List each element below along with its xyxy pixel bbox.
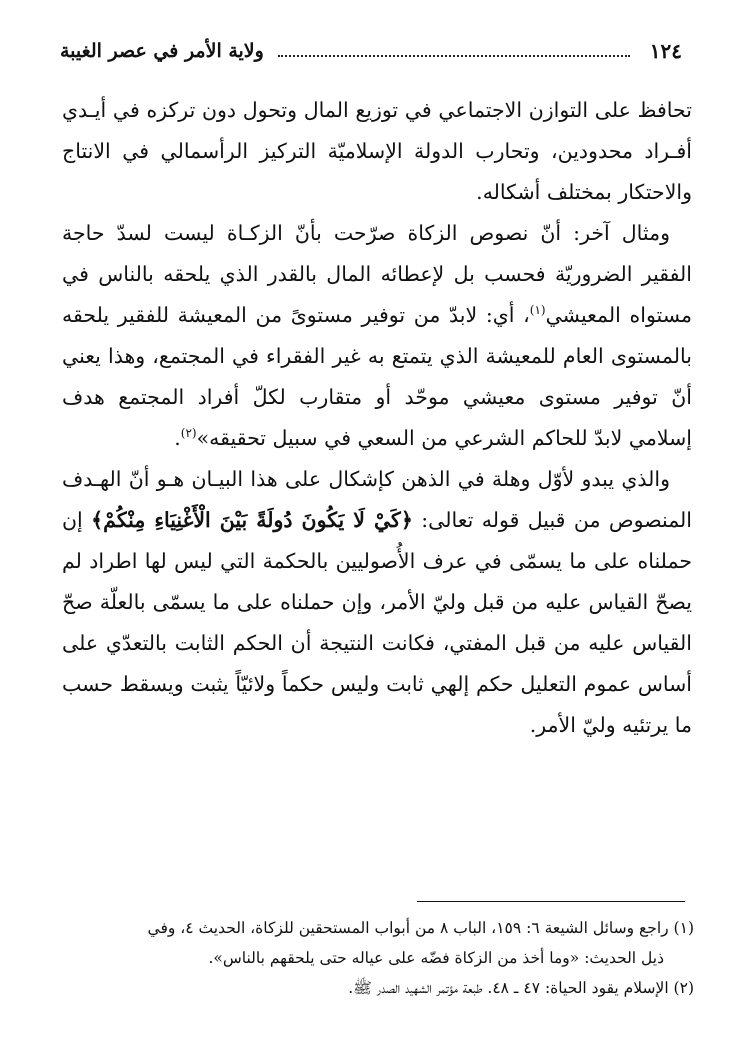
paragraph-2-text-b: ، أي: لابدّ من توفير مستوىً من المعيشة للفقير يلحقه بالمستوى العام للمعيشة الذي يتمتع به غير الفقراء في المجتمع، وهذا يعني أنّ توفير مستوى معيشي موحّد أو متقارب لكلّ أفراد المجتمع هدف إسلامي لابدّ للحاكم الشرعي من السعي في سبيل تحقيقه»: [62, 303, 692, 450]
footnote-ref-1: (١): [529, 303, 546, 318]
page-number: ١٢٤: [649, 39, 682, 63]
paragraph-3-text-a: والذي يبدو لأوّل وهلة في الذهن كإشكال على هذا البيـان هـو أنّ الهـدف المنصوص من قبيل قوله تعالى:: [62, 467, 692, 532]
paragraph-3-text-b: إن حملناه على ما يسمّى في عرف الأُصوليين بالحكمة التي ليس لها اطراد لم يصحّ القياس عليه من قبل وليّ الأمر، وإن حملناه على ما يسمّى بالعلّة صحّ القياس عليه من قبل المفتي، فكانت النتيجة أن الحكم الثابت بالتعدّي على أساس عموم التعليل حكم إلهي ثابت وليس حكماً ولائيّاً يثبت ويسقط حسب ما يرتئيه وليّ الأمر.: [62, 508, 692, 737]
quran-verse: ﴿كَيْ لَا يَكُونَ دُولَةً بَيْنَ الْأَغْنِيَاءِ مِنْكُمْ﴾: [91, 508, 413, 532]
page-header: [60, 36, 682, 66]
main-text: [62, 90, 692, 746]
footnotes: [58, 913, 694, 1003]
running-title: ولاية الأمر في عصر الغيبة: [60, 40, 264, 62]
paragraph-2-end: .: [174, 426, 181, 450]
footnote-separator: [417, 901, 685, 902]
footnote-2: (٢) الإسلام يقود الحياة: ٤٧ ـ ٤٨. طبعة مؤتمر الشهيد الصدر ﷺ.: [348, 979, 694, 997]
paragraph-2: [62, 213, 692, 459]
paragraph-1: تحافظ على التوازن الاجتماعي في توزيع المال وتحول دون تركزه في أيـدي أفـراد محدودين، وتحارب الدولة الإسلاميّة التركيز الرأسمالي في الانتاج والاحتكار بمختلف أشكاله.: [62, 98, 692, 204]
dotted-leader: [278, 45, 630, 57]
footnote-1-line-2: ذيل الحديث: «وما أخذ من الزكاة فضّه على عياله حتى يلحقهم بالناس».: [208, 949, 664, 967]
footnote-ref-2: (٢): [180, 426, 197, 441]
paragraph-3: [62, 459, 692, 746]
paragraph-2-text-a: ومثال آخر: أنّ نصوص الزكاة صرّحت بأنّ الزكـاة ليست لسدّ حاجة الفقير الضروريّة فحسب بل لإعطائه المال بالقدر الذي يلحقه بالناس في مستواه المعيشي: [62, 221, 692, 327]
footnote-1-line-1: (١) راجع وسائل الشيعة ٦: ١٥٩، الباب ٨ من أبواب المستحقين للزكاة، الحديث ٤، وفي: [147, 919, 694, 937]
